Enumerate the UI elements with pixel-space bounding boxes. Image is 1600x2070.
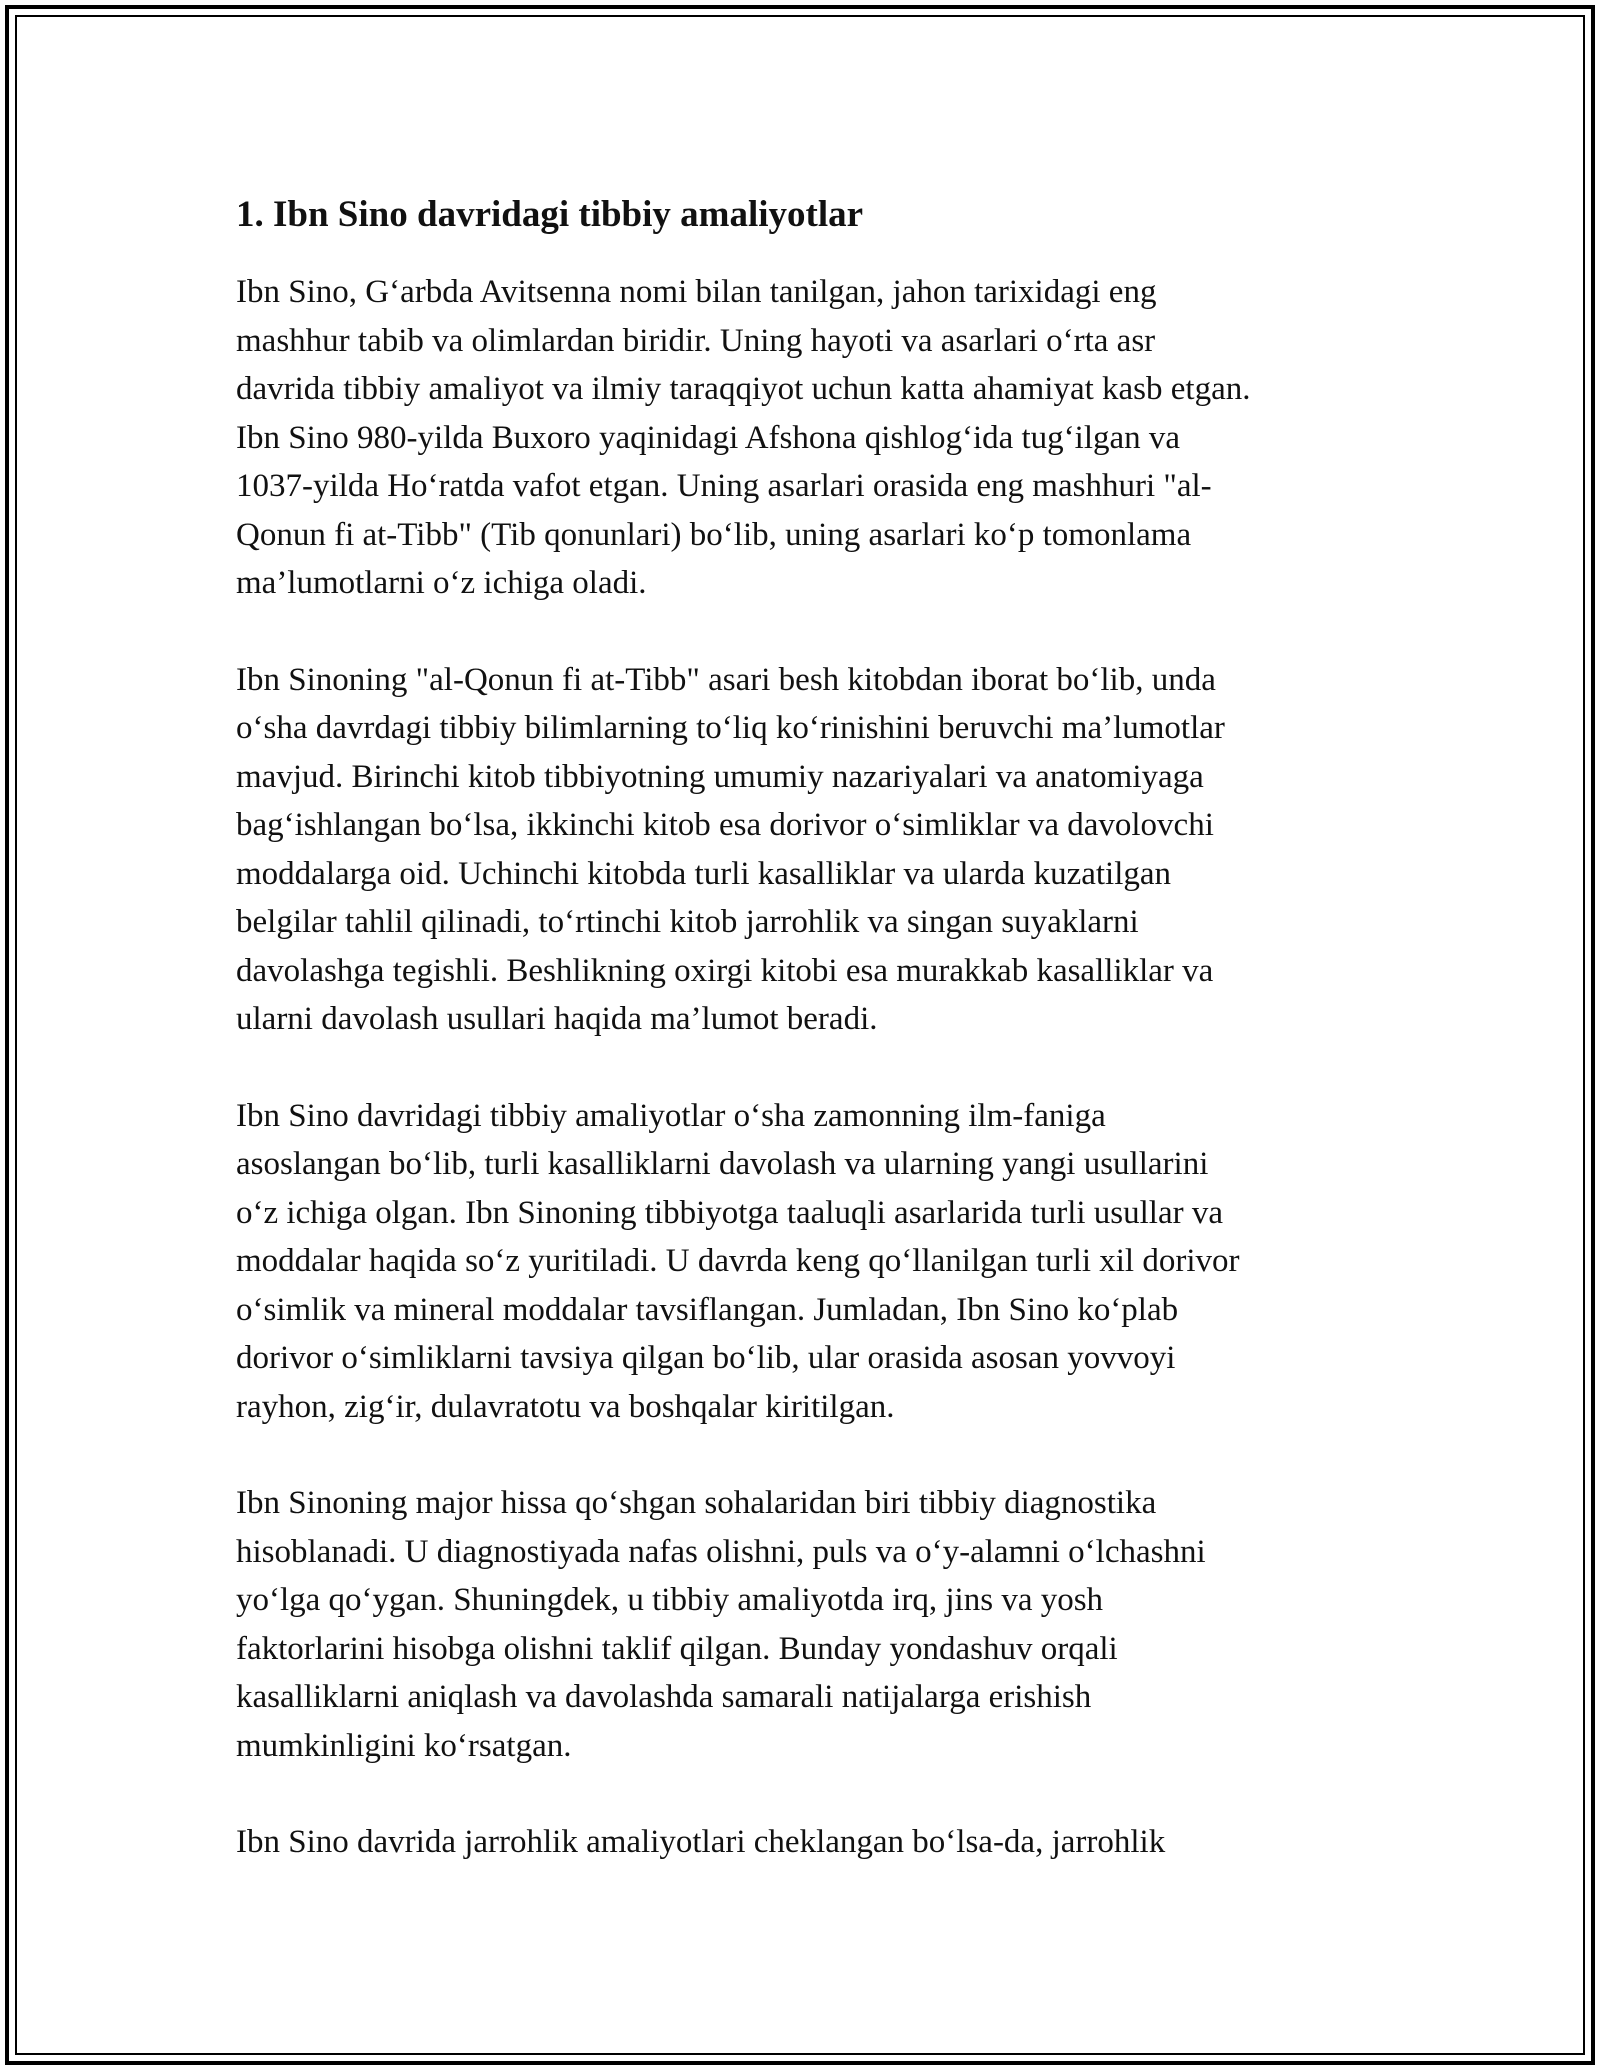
paragraph-3: Ibn Sino davridagi tibbiy amaliyotlar o‘sha zamonning ilm-faniga asoslangan bo‘lib, turli kasalliklarni davolash va ularning yangi usullarini o‘z ichiga olgan. Ibn Sinoning tibbiyotga taaluqli asarlarida turli usullar va moddalar haqida so‘z yuritiladi. U davrda keng qo‘llanilgan turli xil dorivor o‘simlik va mineral moddalar tavsiflangan. Jumladan, Ibn Sino ko‘plab dorivor o‘simliklarni tavsiya qilgan bo‘lib, ular orasida asosan yovvoyi rayhon, zig‘ir, dulavratotu va boshqalar kiritilgan. [236,1097,1240,1425]
document-content [236,188,1376,1867]
paragraph-5: Ibn Sino davrida jarrohlik amaliyotlari cheklangan bo‘lsa-da, jarrohlik [236,1824,1166,1860]
paragraph-4: Ibn Sinoning major hissa qo‘shgan sohalaridan biri tibbiy diagnostika hisoblanadi. U diagnostiyada nafas olishni, puls va o‘y-alamni o‘lchashni yo‘lga qo‘ygan. Shuningdek, u tibbiy amaliyotda irq, jins va yosh faktorlarini hisobga olishni taklif qilgan. Bunday yondashuv orqali kasalliklarni aniqlash va davolashda samarali natijalarga erishish mumkinligini ko‘rsatgan. [236,1485,1206,1764]
paragraph-2: Ibn Sinoning "al-Qonun fi at-Tibb" asari besh kitobdan iborat bo‘lib, unda o‘sha davrdagi tibbiy bilimlarning to‘liq ko‘rinishini beruvchi ma’lumotlar mavjud. Birinchi kitob tibbiyotning umumiy nazariyalari va anatomiyaga bag‘ishlangan bo‘lsa, ikkinchi kitob esa dorivor o‘simliklar va davolovchi moddalarga oid. Uchinchi kitobda turli kasalliklar va ularda kuzatilgan belgilar tahlil qilinadi, to‘rtinchi kitob jarrohlik va singan suyaklarni davolashga tegishli. Beshlikning oxirgi kitobi esa murakkab kasalliklar va ularni davolash usullari haqida ma’lumot beradi. [236,661,1225,1037]
section-heading: 1. Ibn Sino davridagi tibbiy amaliyotlar [236,194,864,235]
paragraph-1: Ibn Sino, G‘arbda Avitsenna nomi bilan tanilgan, jahon tarixidagi eng mashhur tabib va olimlardan biridir. Uning hayoti va asarlari o‘rta asr davrida tibbiy amaliyot va ilmiy taraqqiyot uchun katta ahamiyat kasb etgan. Ibn Sino 980-yilda Buxoro yaqinidagi Afshona qishlog‘ida tug‘ilgan va 1037-yilda Ho‘ratda vafot etgan. Uning asarlari orasida eng mashhuri "al- Qonun fi at-Tibb" (Tib qonunlari) bo‘lib, uning asarlari ko‘p tomonlama ma’lumotlarni o‘z ichiga oladi. [236,274,1251,601]
